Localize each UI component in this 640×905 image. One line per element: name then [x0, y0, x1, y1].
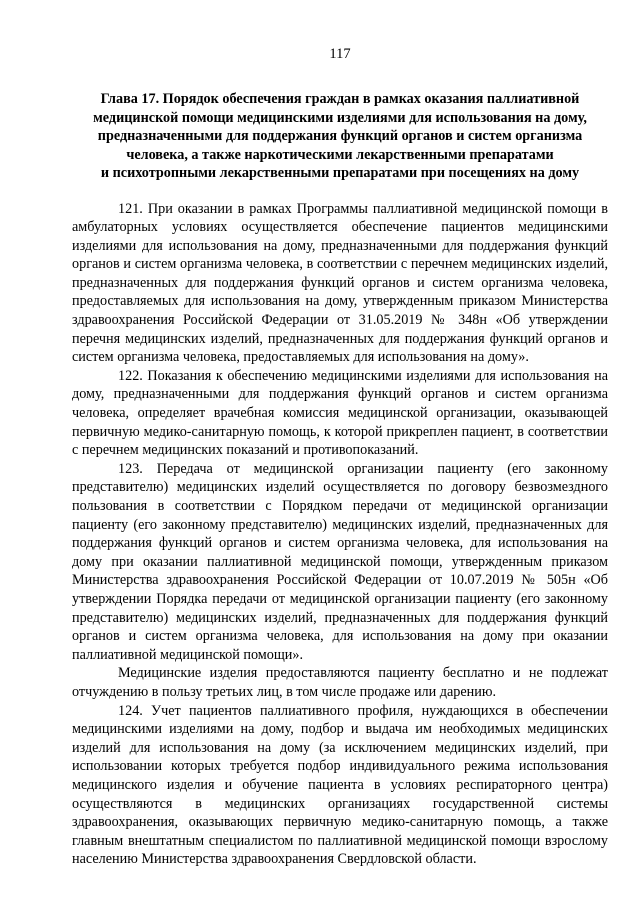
body-text	[72, 200, 608, 869]
chapter-title-line: медицинской помощи медицинскими изделиями для использования на дому,	[93, 109, 587, 126]
chapter-title-line: человека, а также наркотическими лекарственными препаратами	[126, 146, 554, 163]
paragraph-124: 124. Учет пациентов паллиативного профиля, нуждающихся в обеспечении медицинскими изделиями на дому, подбор и выдача им необходимых медицинских изделий для использования на дому (за исключением медицинских изделий, при использовании которых требуется подбор индивидуального режима использования медицинского изделия и обучение пациента в условиях респираторного центра) осуществляются в медицинских организациях государственной системы здравоохранения, оказывающих первичную медико-санитарную помощь, а также главным внештатным специалистом по паллиативной медицинской помощи взрослому населению Министерства здравоохранения Свердловской области.	[72, 702, 608, 868]
paragraph-medical-devices-free: Медицинские изделия предоставляются пациенту бесплатно и не подлежат отчуждению в пользу третьих лиц, в том числе продаже или дарению.	[72, 665, 608, 700]
chapter-title-line: Глава 17. Порядок обеспечения граждан в рамках оказания паллиативной	[100, 91, 580, 107]
paragraph-122: 122. Показания к обеспечению медицинскими изделиями для использования на дому, предназначенными для поддержания функций органов и систем организма человека, определяет врачебная комиссия медицинской организации, оказывающей первичную медико-санитарную помощь, к которой прикреплен пациент, в соответствии с перечнем медицинских показаний и противопоказаний.	[72, 367, 608, 459]
paragraph-121: 121. При оказании в рамках Программы паллиативной медицинской помощи в амбулаторных условиях осуществляется обеспечение пациентов медицинскими изделиями для использования на дому, предназначенными для поддержания функций органов и систем организма человека, в соответствии с перечнем медицинских изделий, предназначенных для поддержания функций органов и систем организма человека, предоставляемых для использования на дому, утвержденным приказом Министерства здравоохранения Российской Федерации от 31.05.2019 № 348н «Об утверждении перечня медицинских изделий, предназначенных для поддержания функций органов и систем организма человека, предоставляемых для использования на дому».	[72, 200, 608, 366]
page-number: 117	[329, 46, 351, 62]
chapter-title-line: предназначенными для поддержания функций органов и систем организма	[97, 128, 583, 144]
paragraph-123: 123. Передача от медицинской организации пациенту (его законному представителю) медицинских изделий осуществляется по договору безвозмездного пользования в соответствии с Порядком передачи от медицинской организации пациенту (его законному представителю) медицинских изделий, предназначенных для поддержания функций органов и систем организма человека, для использования на дому при оказании паллиативной медицинской помощи, утвержденным приказом Министерства здравоохранения Российской Федерации от 10.07.2019 № 505н «Об утверждении Порядка передачи от медицинской организации пациенту (его законному представителю) медицинских изделий, предназначенных для поддержания функций органов и систем организма человека, для использования на дому при оказании паллиативной медицинской помощи».	[72, 460, 608, 663]
chapter-title	[72, 90, 608, 183]
chapter-title-line: и психотропными лекарственными препаратами при посещениях на дому	[100, 165, 580, 181]
